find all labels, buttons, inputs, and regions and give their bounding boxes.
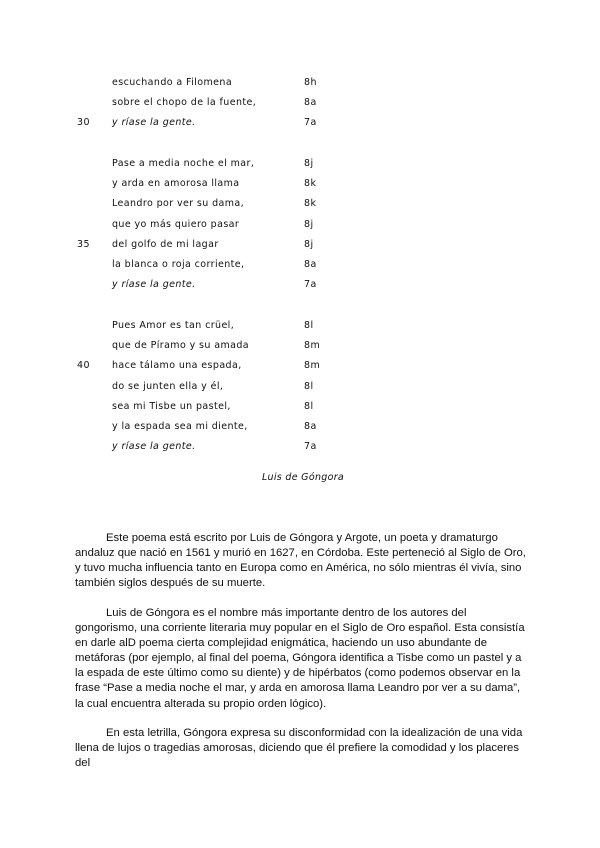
meter-label: 8a bbox=[304, 420, 317, 432]
verse-text: hace tálamo una espada, bbox=[112, 360, 242, 372]
verse-text: do se junten ella y él, bbox=[112, 380, 224, 392]
verse-line bbox=[0, 97, 600, 117]
verse-line bbox=[0, 421, 600, 441]
meter-label: 8a bbox=[304, 97, 317, 109]
verse-line bbox=[0, 401, 600, 421]
verse-line bbox=[0, 117, 600, 137]
verse-line bbox=[0, 77, 600, 97]
verse-text: sea mi Tisbe un pastel, bbox=[112, 400, 231, 412]
verse-text: escuchando a Filomena bbox=[112, 77, 233, 88]
verse-text: y ríase la gente. bbox=[112, 117, 196, 129]
stanza-1 bbox=[0, 77, 600, 138]
meter-label: 8l bbox=[304, 400, 314, 412]
stanza-2 bbox=[0, 158, 600, 299]
verse-text: que de Píramo y su amada bbox=[112, 340, 249, 352]
meter-label: 8l bbox=[304, 320, 314, 331]
meter-label: 8j bbox=[304, 238, 314, 250]
meter-label: 8a bbox=[304, 258, 317, 270]
meter-label: 8m bbox=[304, 340, 321, 352]
meter-label: 8j bbox=[304, 158, 314, 169]
paragraph-2: Luis de Góngora es el nombre más importante dentro de los autores del gongorismo, una corriente literaria muy popular en el Siglo de Oro español. Esta consistía en darle alD poema cierta complejidad enigmática, haciendo un uso abundante de metáforas (por ejemplo, al final del poema, Góngora identifica a Tisbe como un pastel y a la espada de este último como su diente) y de hipérbatos (como podemos observar en la frase “Pase a media noche el mar, y arda en amorosa llama Leandro por ver a su dama”, la cual encuentra alterada su propio orden lógico). bbox=[75, 607, 525, 710]
poem-author: Luis de Góngora bbox=[261, 472, 345, 483]
meter-label: 8l bbox=[304, 380, 314, 392]
verse-line bbox=[0, 198, 600, 218]
meter-label: 8k bbox=[304, 178, 317, 190]
verse-line bbox=[0, 219, 600, 239]
paragraph-1: Este poema está escrito por Luis de Góngora y Argote, un poeta y dramaturgo andaluz que nació en 1561 y murió en 1627, en Córdoba. Este perteneció al Siglo de Oro, y tuvo mucha influencia tanto en Europa como en América, no sólo mientras él vivía, sino también siglos después de su muerte. bbox=[75, 532, 526, 590]
verse-text: Pase a media noche el mar, bbox=[112, 158, 255, 169]
verse-line bbox=[0, 441, 600, 461]
verse-text: y ríase la gente. bbox=[112, 279, 196, 291]
line-number: 40 bbox=[77, 360, 90, 372]
verse-line bbox=[0, 158, 600, 178]
verse-line bbox=[0, 340, 600, 360]
verse-text: y arda en amorosa llama bbox=[112, 178, 240, 190]
verse-line bbox=[0, 178, 600, 198]
stanza-3 bbox=[0, 320, 600, 461]
verse-text: la blanca o roja corriente, bbox=[112, 258, 245, 270]
meter-label: 7a bbox=[304, 117, 317, 129]
meter-label: 7a bbox=[304, 441, 317, 453]
line-number: 30 bbox=[77, 117, 90, 129]
meter-label: 8j bbox=[304, 218, 314, 230]
verse-text: y ríase la gente. bbox=[112, 441, 196, 453]
paragraph-3: En esta letrilla, Góngora expresa su disconformidad con la idealización de una vida llena de lujos o tragedias amorosas, diciendo que él prefiere la comodidad y los placeres del bbox=[75, 727, 523, 770]
verse-text: Leandro por ver su dama, bbox=[112, 198, 245, 210]
verse-line bbox=[0, 320, 600, 340]
verse-line bbox=[0, 259, 600, 279]
verse-text: que yo más quiero pasar bbox=[112, 218, 240, 230]
verse-text: y la espada sea mi diente, bbox=[112, 420, 248, 432]
verse-line bbox=[0, 360, 600, 380]
meter-label: 8m bbox=[304, 360, 321, 372]
verse-line bbox=[0, 381, 600, 401]
line-number: 35 bbox=[77, 238, 90, 250]
verse-line bbox=[0, 239, 600, 259]
meter-label: 7a bbox=[304, 279, 317, 291]
meter-label: 8k bbox=[304, 198, 317, 210]
meter-label: 8h bbox=[304, 77, 317, 88]
verse-text: sobre el chopo de la fuente, bbox=[112, 97, 257, 109]
verse-line bbox=[0, 279, 600, 299]
verse-text: del golfo de mi lagar bbox=[112, 238, 219, 250]
verse-text: Pues Amor es tan crüel, bbox=[112, 320, 235, 331]
